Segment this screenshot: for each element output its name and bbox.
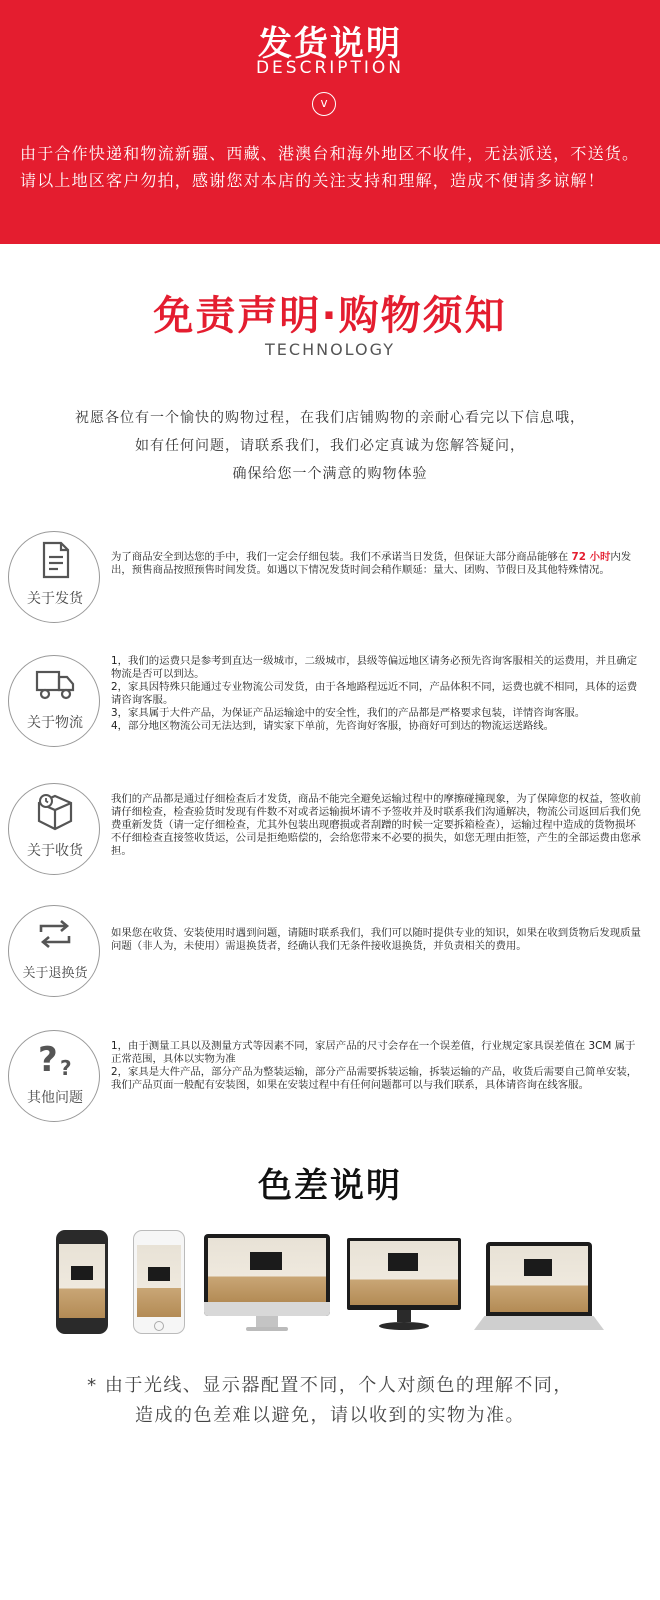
logistics-line: 1，我们的运费只是参考到直达一级城市，二级城市，县级等偏远地区请务必预先咨询客服相关的运费用，并且确定物流是否可以到达。 <box>111 655 638 680</box>
receiving-info-text <box>111 793 641 858</box>
logistics-info-text <box>111 655 641 733</box>
info-row-logistics <box>8 655 648 751</box>
shipping-notice: 由于合作快递和物流新疆、西藏、港澳台和海外地区不收件，无法派送，不送货。请以上地区客户勿拍，感谢您对本店的关注支持和理解，造成不便请多谅解！ <box>20 144 640 190</box>
logistics-line: 3，家具属于大件产品，为保证产品运输途中的安全性，我们的产品都是严格要求包装，详情咨询客服。 <box>111 707 586 719</box>
highlight-72h: 72 小时 <box>571 551 611 563</box>
imac-icon <box>204 1234 330 1332</box>
disclaimer-intro <box>0 404 660 488</box>
logistics-line: 4，部分地区物流公司无法达到，请实家下单前，先咨询好客服，协商好可到达的物流运送路线。 <box>111 720 555 732</box>
phone-white-icon <box>133 1230 185 1334</box>
info-row-receiving <box>8 783 648 879</box>
intro-line: 如有任何问题，请联系我们，我们必定真诚为您解答疑问， <box>135 438 525 454</box>
device-showcase <box>0 1222 660 1350</box>
intro-line: 祝愿各位有一个愉快的购物过程，在我们店铺购物的亲耐心看完以下信息哦， <box>75 410 585 426</box>
badge-label: 其他问题 <box>27 1090 83 1106</box>
phone-dark-icon <box>56 1230 108 1334</box>
color-note-line: 造成的色差难以避免，请以收到的实物为准。 <box>135 1405 525 1426</box>
monitor-icon <box>347 1238 461 1332</box>
svg-text:?: ? <box>60 1056 72 1079</box>
disclaimer-title: 免责声明·购物须知 <box>153 293 507 339</box>
badge-other <box>8 1030 100 1122</box>
disclaimer-subtitle: TECHNOLOGY <box>265 340 395 359</box>
info-row-shipping <box>8 531 648 627</box>
badge-receiving <box>8 783 100 875</box>
shipping-paragraph <box>111 551 641 577</box>
truck-icon <box>29 664 81 704</box>
badge-returns <box>8 905 100 997</box>
color-note <box>0 1371 660 1431</box>
other-line: 1，由于测量工具以及测量方式等因素不同，家居产品的尺寸会存在一个误差值，行业规定家具误差值在 3CM 属于正常范围，具体以实物为准 <box>111 1040 636 1065</box>
other-info-text <box>111 1040 641 1092</box>
shipping-info-text <box>111 551 641 577</box>
badge-shipping <box>8 531 100 623</box>
package-icon <box>35 792 75 832</box>
laptop-icon <box>474 1242 604 1336</box>
other-line: 2，家具是大件产品，部分产品为整装运输，部分产品需要拆装运输，拆装运输的产品，收货后需要自己简单安装，我们产品页面一般配有安装图，如果在安装过程中有任何问题都可以与我们联系，具体请咨询在线客服。 <box>111 1066 638 1091</box>
exchange-icon <box>35 914 75 954</box>
returns-info-text <box>111 927 641 953</box>
badge-logistics <box>8 655 100 747</box>
text-segment: 为了商品安全到达您的手中，我们一定会仔细包装。我们不承诺当日发货，但保证大部分商品能够在 <box>111 551 572 563</box>
shipping-title: 发货说明 <box>258 24 402 64</box>
chevron-down-icon: v <box>312 92 336 116</box>
info-row-returns <box>8 905 648 1001</box>
badge-label: 关于物流 <box>27 715 83 731</box>
receiving-paragraph: 我们的产品都是通过仔细检查后才发货，商品不能完全避免运输过程中的摩擦碰撞现象，为了保障您的权益，签收前请仔细检查，检查验货时发现有件数不对或者运输损坏请不予签收并及时联系我们沟通解决，物流公司返回后我们免费重新发货（请一定仔细检查，尤其外包装出现磨损或者刮蹭的时候一定要拆箱检查），运输过程中造成的货物损坏不仔细检查直接签收货运，公司是拒绝赔偿的，会给您带来不必要的损失，如您无理由拒签，产生的全部运费由您承担。 <box>111 793 641 857</box>
badge-label: 关于发货 <box>27 591 83 607</box>
logistics-line: 2，家具因特殊只能通过专业物流公司发货，由于各地路程远近不同，产品体积不同，运费也就不相同，具体的运费请咨询客服。 <box>111 681 638 706</box>
intro-line: 确保给您一个满意的购物体验 <box>232 466 428 482</box>
color-note-line: * 由于光线、显示器配置不同，个人对颜色的理解不同， <box>87 1375 573 1396</box>
shipping-subtitle: DESCRIPTION <box>255 58 405 78</box>
color-title: 色差说明 <box>258 1166 402 1206</box>
document-icon <box>35 540 75 580</box>
returns-paragraph: 如果您在收货、安装使用时遇到问题，请随时联系我们，我们可以随时提供专业的知识，如果在收到货物后发现质量问题（非人为，未使用）需退换货者，经确认我们无条件接收退换货，并负责相关的费用。 <box>111 927 641 952</box>
question-icon <box>33 1039 79 1079</box>
info-row-other <box>8 1030 648 1126</box>
badge-label: 关于收货 <box>27 843 83 859</box>
badge-label: 关于退换货 <box>22 966 88 981</box>
shipping-banner <box>0 0 660 244</box>
svg-text:?: ? <box>38 1040 58 1079</box>
text-segment: 内发出，预售商品按照预售时间发货。如遇以下情况发货时间会稍作顺延：量大、团购、节假日及其他特殊情况。 <box>111 551 632 576</box>
